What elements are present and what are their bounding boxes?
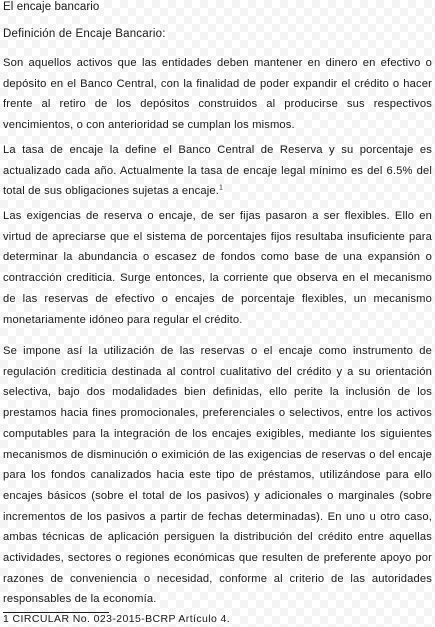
paragraph-credit-regulation: Se impone así la utilización de las reservas o el encaje como instrumento de regulación crediticia destinada al control cualitativo del crédito y a su orientación selectiva, bajo dos modalidades bien definidas, ello perite la inclusión de los prestamos hacia fines promocionales, preferenciales o selectivos, entre los activos computables para la integración de los encajes exigibles, mediante los siguientes mecanismos de disminución o eximición de las exigencias de reservas o del encaje para los fondos canalizados hacia este tipo de préstamos, utilizándose para ello encajes básicos (sobre el total de los pasivos) y adicionales o marginales (sobre incrementos de los pasivos a partir de fechas determinadas). En uno u otro caso, ambas técnicas de aplicación persiguen la distribución del crédito entre aquellas actividades, sectores o regiones económicas que resulten de preferente apoyo por razones de conveniencia o necesidad, conforme al criterio de las autoridades responsables de la economía. (3, 345, 432, 606)
paragraph-rate-text: La tasa de encaje la define el Banco Central de Reserva y su porcentaje es actualizado cada año. Actualmente la tasa de encaje legal mínimo es del 6.5% del total de sus obligaciones sujetas a encaje. (3, 144, 432, 198)
paragraph-flexible-reserves: Las exigencias de reserva o encaje, de ser fijas pasaron a ser flexibles. Ello en virtud de apreciarse que el sistema de porcentajes fijos resultaba insuficiente para determinar la abundancia o escasez de fondos como base de una expansión o contracción crediticia. Surge entonces, la corriente que observa en el mecanismo de las reservas de efectivo o encajes de porcentaje flexibles, un mecanismo monetariamente idóneo para regular el crédito. (3, 210, 432, 326)
footnote: 1 CIRCULAR No. 023-2015-BCRP Artículo 4. (3, 613, 231, 625)
definition-heading: Definición de Encaje Bancario: (3, 28, 166, 40)
footnote-reference[interactable]: 1 (219, 184, 224, 192)
paragraph-definition: Son aquellos activos que las entidades deben mantener en dinero en efectivo o depósito en el Banco Central, con la finalidad de poder expandir el crédito o hacer frente al retiro de los depósitos construidos al producirse sus respectivos vencimientos, o con anterioridad se cumplan los mismos. (3, 57, 432, 132)
paragraph-rate (3, 140, 432, 202)
document-title: El encaje bancario (3, 1, 100, 13)
